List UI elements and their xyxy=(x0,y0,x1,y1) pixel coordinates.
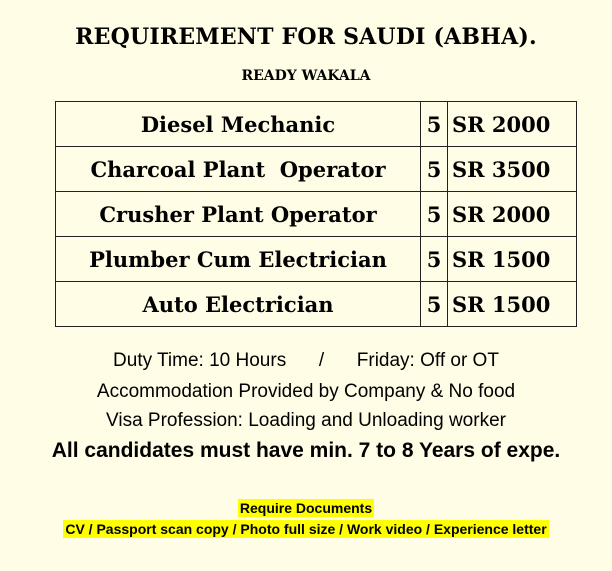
job-salary: SR 1500 xyxy=(448,237,577,282)
job-role: Crusher Plant Operator xyxy=(56,192,421,237)
experience-requirement-text: All candidates must have min. 7 to 8 Years of expe. xyxy=(51,439,561,462)
table-row xyxy=(56,282,577,327)
table-row xyxy=(56,192,577,237)
job-role: Diesel Mechanic xyxy=(56,102,421,147)
job-quantity: 5 xyxy=(421,237,448,282)
jobs-table xyxy=(55,101,577,327)
page-subtitle: READY WAKALA xyxy=(241,68,371,84)
documents-heading-wrap xyxy=(0,500,612,518)
job-role: Plumber Cum Electrician xyxy=(56,237,421,282)
documents-list-wrap xyxy=(0,521,612,539)
documents-heading: Require Documents xyxy=(239,500,373,516)
job-role: Charcoal Plant Operator xyxy=(56,147,421,192)
table-row xyxy=(56,147,577,192)
documents-list: CV / Passport scan copy / Photo full size / Work video / Experience letter xyxy=(65,521,547,537)
job-salary: SR 2000 xyxy=(448,192,577,237)
visa-profession-text: Visa Profession: Loading and Unloading worker xyxy=(106,410,506,431)
duty-time-text: Duty Time: 10 Hours xyxy=(113,350,287,371)
friday-text: Friday: Off or OT xyxy=(356,350,499,371)
job-quantity: 5 xyxy=(421,282,448,327)
accommodation-text: Accommodation Provided by Company & No food xyxy=(96,381,516,402)
job-quantity: 5 xyxy=(421,192,448,237)
separator-text: / xyxy=(318,350,325,371)
job-quantity: 5 xyxy=(421,102,448,147)
job-salary: SR 1500 xyxy=(448,282,577,327)
job-quantity: 5 xyxy=(421,147,448,192)
table-row xyxy=(56,102,577,147)
job-salary: SR 2000 xyxy=(448,102,577,147)
job-role: Auto Electrician xyxy=(56,282,421,327)
duty-time-line xyxy=(0,350,612,372)
page-title: REQUIREMENT FOR SAUDI (ABHA). xyxy=(75,24,537,50)
job-salary: SR 3500 xyxy=(448,147,577,192)
table-row xyxy=(56,237,577,282)
